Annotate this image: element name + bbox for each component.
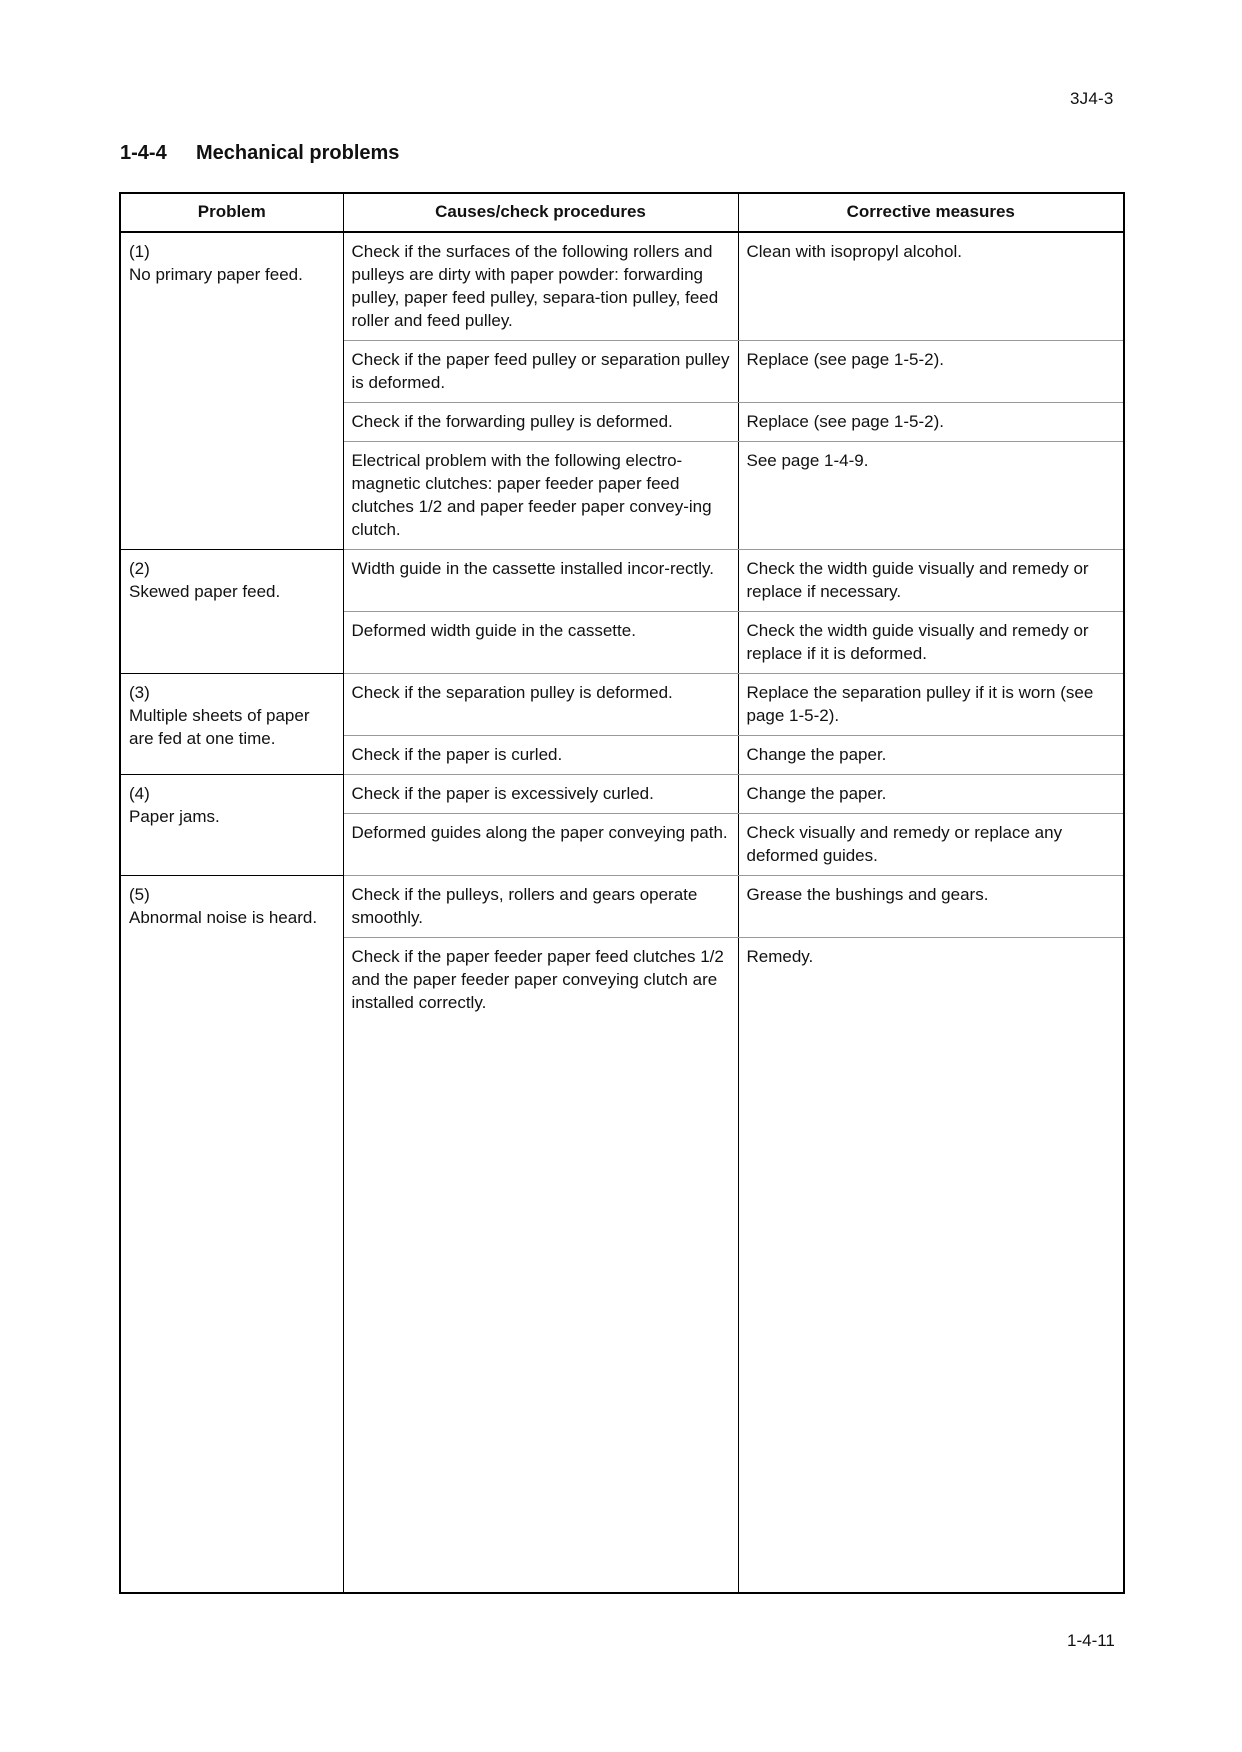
column-header-causes: Causes/check procedures — [343, 193, 738, 232]
problem-cell — [120, 775, 343, 876]
measure-cell: Check the width guide visually and remedy or replace if necessary. — [738, 550, 1124, 612]
problem-cell — [120, 550, 343, 674]
page-number: 1-4-11 — [1067, 1631, 1115, 1650]
measure-cell: Replace the separation pulley if it is worn (see page 1-5-2). — [738, 674, 1124, 736]
cause-cell: Deformed width guide in the cassette. — [343, 612, 738, 674]
measure-cell: Replace (see page 1-5-2). — [738, 341, 1124, 403]
measure-cell: Check the width guide visually and remedy or replace if it is deformed. — [738, 612, 1124, 674]
problem-cell — [120, 232, 343, 550]
section-title: Mechanical problems — [196, 142, 400, 164]
problem-text: No primary paper feed. — [129, 265, 303, 284]
measure-cell: Grease the bushings and gears. — [738, 876, 1124, 938]
document-code: 3J4-3 — [1070, 89, 1114, 108]
cause-cell: Check if the surfaces of the following rollers and pulleys are dirty with paper powder: forwarding pulley, paper feed pulley, separa-tion pulley, feed roller and feed pulley. — [343, 232, 738, 341]
mechanical-problems-table — [119, 192, 1125, 1594]
measure-cell: Remedy. — [738, 938, 1124, 1594]
column-header-problem: Problem — [120, 193, 343, 232]
problem-number: (3) — [129, 683, 150, 702]
cause-cell: Check if the pulleys, rollers and gears operate smoothly. — [343, 876, 738, 938]
cause-cell: Deformed guides along the paper conveying path. — [343, 814, 738, 876]
cause-cell: Check if the paper feed pulley or separation pulley is deformed. — [343, 341, 738, 403]
problem-number: (1) — [129, 242, 150, 261]
problem-text: Paper jams. — [129, 807, 220, 826]
column-header-measures: Corrective measures — [738, 193, 1124, 232]
measure-cell: Replace (see page 1-5-2). — [738, 403, 1124, 442]
cause-cell: Check if the paper feeder paper feed clutches 1/2 and the paper feeder paper conveying clutch are installed correctly. — [343, 938, 738, 1594]
table-row — [120, 876, 1124, 938]
cause-cell: Electrical problem with the following electro-magnetic clutches: paper feeder paper feed clutches 1/2 and paper feeder paper convey-ing clutch. — [343, 442, 738, 550]
measure-cell: Change the paper. — [738, 736, 1124, 775]
table-row — [120, 775, 1124, 814]
problem-text: Abnormal noise is heard. — [129, 908, 318, 927]
measure-cell: See page 1-4-9. — [738, 442, 1124, 550]
problem-number: (5) — [129, 885, 150, 904]
measure-cell: Change the paper. — [738, 775, 1124, 814]
cause-cell: Check if the forwarding pulley is deformed. — [343, 403, 738, 442]
measure-cell: Clean with isopropyl alcohol. — [738, 232, 1124, 341]
cause-cell: Check if the separation pulley is deformed. — [343, 674, 738, 736]
table-row — [120, 674, 1124, 736]
table-row — [120, 550, 1124, 612]
section-number: 1-4-4 — [120, 142, 167, 164]
table-row — [120, 232, 1124, 341]
table-header-row — [120, 193, 1124, 232]
cause-cell: Check if the paper is curled. — [343, 736, 738, 775]
cause-cell: Check if the paper is excessively curled. — [343, 775, 738, 814]
problem-cell — [120, 674, 343, 775]
cause-cell: Width guide in the cassette installed incor-rectly. — [343, 550, 738, 612]
measure-cell: Check visually and remedy or replace any deformed guides. — [738, 814, 1124, 876]
problem-number: (2) — [129, 559, 150, 578]
problem-text: Multiple sheets of paper are fed at one time. — [129, 706, 310, 748]
problem-number: (4) — [129, 784, 150, 803]
problem-cell — [120, 876, 343, 1594]
section-heading — [120, 142, 399, 165]
problem-text: Skewed paper feed. — [129, 582, 281, 601]
